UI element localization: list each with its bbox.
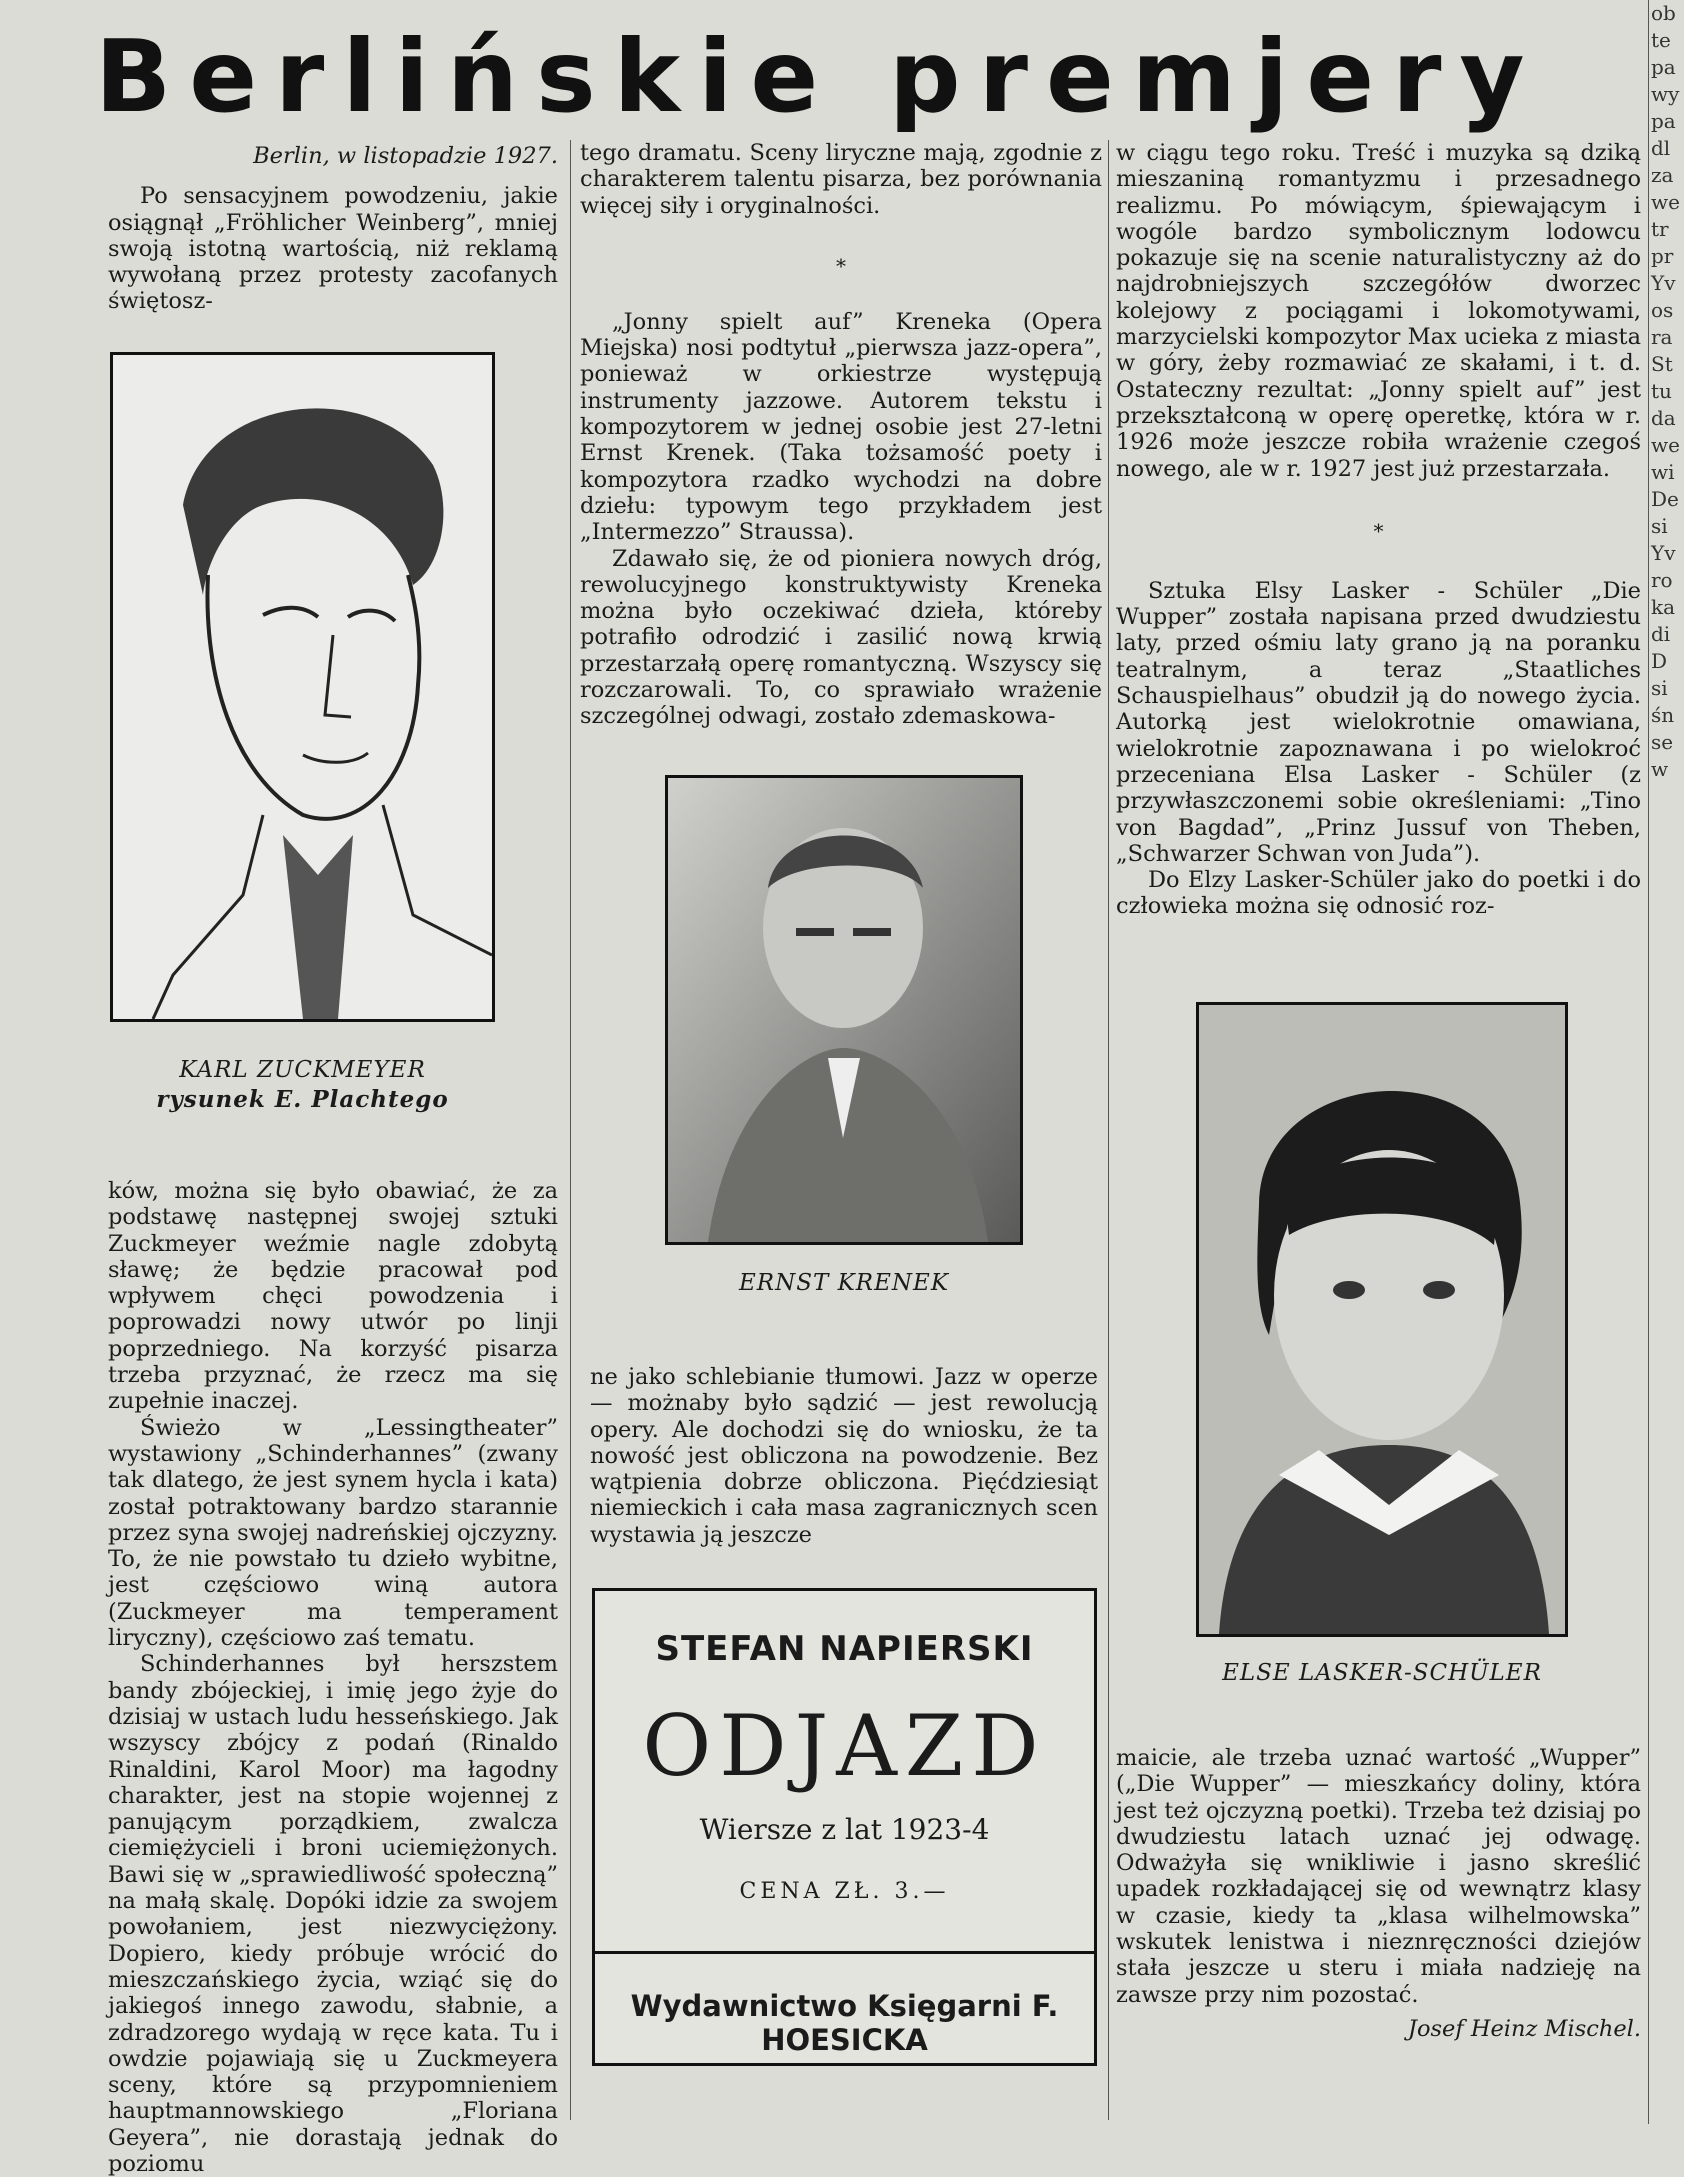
fragment-line: os xyxy=(1651,298,1674,322)
fragment-line: śn xyxy=(1651,703,1675,727)
caption-credit: rysunek E. Plachtego xyxy=(156,1086,449,1113)
photo-portrait-icon xyxy=(668,778,1020,1242)
column-2-top xyxy=(580,140,1102,730)
fragment-line: tr xyxy=(1651,217,1669,241)
col3-paragraph-3: Do Elzy Lasker-Schüler jako do poetki i do człowieka można się odnosić roz- xyxy=(1116,867,1641,920)
sketch-portrait-icon xyxy=(113,355,492,1019)
fragment-line: pa xyxy=(1651,109,1676,133)
fragment-line: dl xyxy=(1651,136,1671,160)
photo-krenek xyxy=(665,775,1023,1245)
col1-paragraph-1: Po sensacyjnem powodzeniu, jakie osiągnął „Fröhlicher Weinberg”, mniej swoją istotną wartością, niż reklamą wywołaną przez protesty zacofanych świętosz- xyxy=(108,183,558,315)
fragment-line: wy xyxy=(1651,82,1680,106)
fragment-line: we xyxy=(1651,433,1680,457)
col3-paragraph-4: maicie, ale trzeba uznać wartość „Wupper” („Die Wupper” — mieszkańcy doliny, która jest też ojczyzną poetki). Trzeba też dzisiaj po dwudziestu latach uznać jej odwagę. Odważyła się wnikliwie i jasno skreślić upadek rozkładającej się od wewnątrz klasy w czasie, kiedy ta „klasa wilhelmowska” wskutek lenistwa i nieznręczności dziejów stała jeszcze u steru i miała nadzieję na zawsze przy nim pozostać. xyxy=(1116,1745,1641,2008)
fragment-line: di xyxy=(1651,622,1671,646)
adjacent-column-fragment xyxy=(1648,0,1684,2124)
fragment-line: ra xyxy=(1651,325,1673,349)
ad-price: CENA ZŁ. 3.— xyxy=(739,1879,950,1904)
fragment-line: ro xyxy=(1651,568,1673,592)
ad-author: STEFAN NAPIERSKI xyxy=(655,1629,1034,1669)
portrait-zuckmeyer xyxy=(110,352,495,1022)
fragment-line: si xyxy=(1651,514,1668,538)
fragment-line: Yv xyxy=(1651,271,1676,295)
portrait-zuckmeyer-caption xyxy=(110,1055,495,1115)
fragment-line: tu xyxy=(1651,379,1672,403)
dateline: Berlin, w listopadzie 1927. xyxy=(253,143,558,169)
column-2-bottom xyxy=(590,1364,1098,1548)
photo-portrait-icon xyxy=(1199,1005,1565,1634)
fragment-line: Yv xyxy=(1651,541,1676,565)
fragment-line: si xyxy=(1651,676,1668,700)
col2-paragraph-4: ne jako schlebianie tłumowi. Jazz w operze — możnaby było sądzić — jest rewolucją opery. Ale dochodzi się do wniosku, że ta nowość jest obliczona na powodzenie. Bez wątpienia dobrze obliczona. Pięćdziesiąt niemieckich i cała masa zagranicznych scen wystawia ją jeszcze xyxy=(590,1364,1098,1548)
fragment-line: St xyxy=(1651,352,1673,376)
column-3-bottom xyxy=(1116,1745,1641,2042)
fragment-line: ob xyxy=(1651,1,1676,25)
fragment-line: pa xyxy=(1651,55,1676,79)
col2-paragraph-3: Zdawało się, że od pioniera nowych dróg, rewolucyjnego konstruktywisty Kreneka można było oczekiwać dzieła, któreby potrafiło odrodzić i zasilić nową krwią przestarzałą operę romantyczną. Wszyscy się rozczarowali. To, co sprawiało wrażenie szczególnej odwagi, zostało zdemaskowa- xyxy=(580,545,1102,730)
photo-lasker-schueler xyxy=(1196,1002,1568,1637)
col1-paragraph-4: Schinderhannes był herszstem bandy zbójeckiej, i imię jego żyje do dzisiaj w ustach ludu hesseńskiego. Jak wszyscy zbójcy z podań (Rinaldo Rinaldini, Karol Moor) ma łagodny charakter, jest na stopie wojennej z panującym porządkiem, zwalcza ciemiężycieli i broni uciemiężonych. Bawi się w „sprawiedliwość społeczną” na małą skalę. Dopóki idzie za swojem powołaniem, jest niezwyciężony. Dopiero, kiedy próbuje wrócić do mieszczańskiego życia, wziąć się do jakiegoś innego zawodu, słabnie, a zdradzorego wydają w ręce kata. Tu i owdzie pojawiają się u Zuckmeyera sceny, które są przypomnieniem hauptmannowskiego „Floriana Geyera”, nie dorastają jednak do poziomu xyxy=(108,1651,558,2177)
fragment-line: za xyxy=(1651,163,1674,187)
section-separator-star: * xyxy=(1373,518,1384,543)
ad-divider xyxy=(595,1951,1094,1954)
column-1-bottom xyxy=(108,1178,558,2177)
column-3-top xyxy=(1116,140,1641,920)
fragment-line: D xyxy=(1651,649,1668,673)
col3-paragraph-1: w ciągu tego roku. Treść i muzyka są dziką mieszaniną romantyzmu i przesadnego realizmu. Po mówiącym, śpiewającym i wogóle bardzo symbolicznym lodowcu pokazuje się na scenie naturalistyczny aż do najdrobniejszych szczegółów dworzec kolejowy z pociągami i lokomotywami, marzycielski kompozytor Max ucieka z miasta w góry, żeby rozmawiać ze skałami, i t. d. Ostateczny rezultat: „Jonny spielt auf” jest przekształconą w operę operetkę, która w r. 1926 może jeszcze robiła wrażenie czegoś nowego, ale w r. 1927 jest już przestarzała. xyxy=(1116,140,1641,482)
page-title: Berlińskie premjery xyxy=(95,18,1543,135)
col1-paragraph-2: ków, można się było obawiać, że za podstawę następnej swojej sztuki Zuckmeyer weźmie nagle zdobytą sławę; że będzie pracował pod wpływem chęci powodzenia i poprowadzi nowy utwór po linji poprzedniego. Na korzyść pisarza trzeba przyznać, że rzecz ma się zupełnie inaczej. xyxy=(108,1178,558,1415)
caption-name: KARL ZUCKMEYER xyxy=(179,1057,426,1083)
column-divider-2 xyxy=(1108,140,1109,2120)
photo-lasker-schueler-caption: ELSE LASKER-SCHÜLER xyxy=(1222,1660,1542,1686)
fragment-line: wi xyxy=(1651,460,1675,484)
fragment-line: te xyxy=(1651,28,1671,52)
col2-paragraph-2: „Jonny spielt auf” Kreneka (Opera Miejska) nosi podtytuł „pierwsza jazz-opera”, ponieważ w orkiestrze występują instrumenty jazzowe. Autorem tekstu i kompozytorem w jednej osobie jest 27-letni Ernst Krenek. (Taka tożsamość poety i kompozytora rzadko wychodzi na dobre dziełu: typowym tego przykładem jest „Intermezzo” Straussa). xyxy=(580,308,1102,546)
fragment-line: pr xyxy=(1651,244,1674,268)
column-divider-1 xyxy=(570,140,571,2120)
fragment-line: w xyxy=(1651,757,1669,781)
fragment-line: De xyxy=(1651,487,1679,511)
ad-subtitle: Wiersze z lat 1923-4 xyxy=(699,1813,990,1846)
col1-paragraph-3: Świeżo w „Lessingtheater” wystawiony „Schinderhannes” (zwany tak dlatego, że jest synem hycla i kata) został potraktowany bardzo starannie przez syna swojej nadreńskiej ojczyzny. To, że nie powstało tu dzieło wybitne, jest częściowo winą autora (Zuckmeyer ma temperament liryczny), częściowo zaś tematu. xyxy=(108,1414,558,1652)
fragment-line: we xyxy=(1651,190,1680,214)
section-separator-star: * xyxy=(836,253,846,278)
col3-paragraph-2: Sztuka Elsy Lasker - Schüler „Die Wupper” została napisana przed dwudziestu laty, przed ośmiu laty grano ją na poranku teatralnym, a teraz „Staatliches Schauspielhaus” obudził ją do nowego życia. Autorką jest wielokrotnie omawiana, wielokrotnie zapoznawana i po wielokroć przeceniana Elsa Lasker - Schüler (z przywłaszczonemi sobie określeniami: „Tino von Bagdad”, „Prinz Jussuf von Theben, „Schwarzer Schwan von Juda”). xyxy=(1116,577,1641,867)
col2-paragraph-1: tego dramatu. Sceny liryczne mają, zgodnie z charakterem talentu pisarza, bez porównania więcej siły i oryginalności. xyxy=(580,140,1102,219)
photo-krenek-caption: ERNST KRENEK xyxy=(738,1270,950,1296)
ad-publisher: Wydawnictwo Księgarni F. HOESICKA xyxy=(630,1989,1059,2057)
column-1-top xyxy=(108,143,558,315)
fragment-line: ka xyxy=(1651,595,1676,619)
book-advertisement xyxy=(592,1588,1097,2066)
author-signature: Josef Heinz Mischel. xyxy=(1407,2015,1641,2042)
fragment-line: se xyxy=(1651,730,1674,754)
fragment-line: da xyxy=(1651,406,1676,430)
ad-book-title: ODJAZD xyxy=(642,1697,1047,1795)
